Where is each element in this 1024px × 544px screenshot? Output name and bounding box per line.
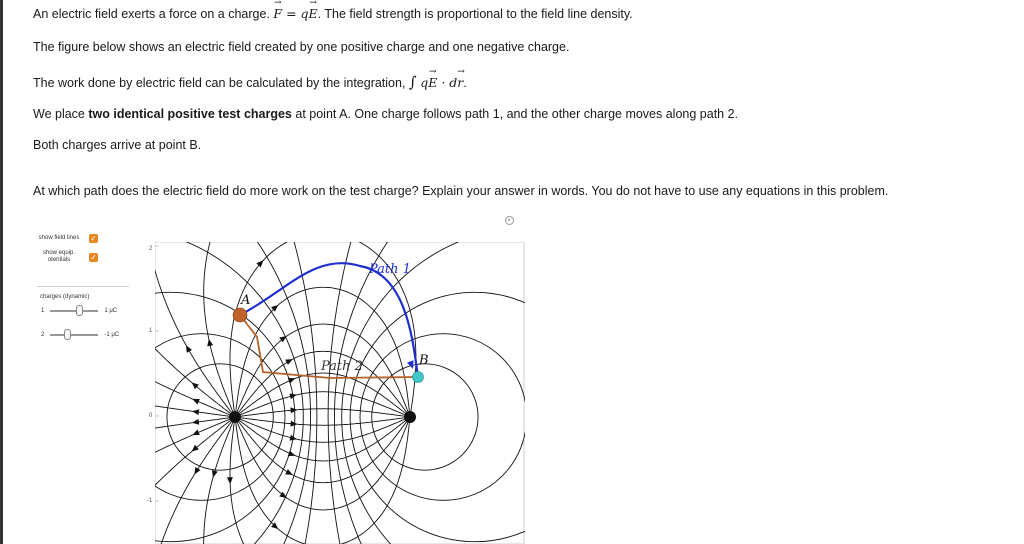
- show-field-lines-label: show field lines: [38, 235, 80, 241]
- field-plot[interactable]: [145, 242, 525, 544]
- integrand-charge: q: [420, 75, 429, 90]
- negative-charge: [404, 411, 416, 423]
- charges-header: charges (dynamic): [40, 294, 90, 300]
- figure-description: The figure below shows an electric field created by one positive charge and one negative charge.: [33, 40, 570, 54]
- panel-divider: [37, 286, 129, 287]
- show-equipotentials-label: show equip. otentials: [42, 250, 76, 263]
- y-tick-minus-1: -1: [147, 498, 153, 504]
- point-b-marker: [413, 372, 424, 383]
- charge1-row: [41, 308, 117, 314]
- charge1-slider[interactable]: [50, 310, 98, 312]
- path1-label: Path 1: [369, 262, 411, 277]
- question-text: At which path does the electric field do more work on the test charge? Explain your answer in words. You do not have to use any equations in this problem.: [33, 184, 889, 198]
- charge2-slider[interactable]: [50, 334, 98, 336]
- point-a-label: A: [241, 293, 251, 308]
- work-formula-line: [33, 73, 467, 91]
- intro-text: An electric field exerts a force on a charge.: [33, 7, 274, 21]
- work-text: The work done by electric field can be calculated by the integration,: [33, 76, 409, 90]
- show-field-lines-checkbox[interactable]: ✓: [90, 234, 97, 243]
- y-tick-2: 2: [149, 246, 153, 252]
- equals-sign: =: [282, 6, 301, 21]
- arrival-line: Both charges arrive at point B.: [33, 138, 202, 152]
- charge1-value: 1 μC: [104, 308, 118, 314]
- y-tick-1: 1: [149, 328, 153, 334]
- intro-line: [33, 6, 633, 21]
- integrand-dot: · d: [437, 75, 458, 90]
- test-charges-post: at point A. One charge follows path 1, and the other charge moves along path 2.: [291, 107, 739, 121]
- point-b-label: B: [419, 353, 429, 368]
- intro-tail: . The field strength is proportional to the field line density.: [317, 7, 633, 21]
- integrand-field: → E: [428, 75, 437, 90]
- show-equipotentials-checkbox[interactable]: ✓: [90, 252, 97, 262]
- field-simulation-widget: [33, 214, 523, 544]
- charge2-index: 2: [41, 332, 45, 338]
- charge-symbol: q: [300, 6, 309, 21]
- test-charges-pre: We place: [33, 107, 89, 121]
- positive-charge: [229, 411, 241, 423]
- left-border: [0, 0, 3, 544]
- charge2-value: -1 μC: [104, 332, 120, 338]
- charge1-index: 1: [41, 308, 45, 314]
- integrand-displacement: → r: [457, 75, 463, 90]
- charge2-slider-thumb[interactable]: [64, 329, 71, 340]
- y-tick-0: 0: [149, 413, 153, 419]
- period: .: [463, 76, 467, 90]
- charge1-slider-thumb[interactable]: [76, 305, 83, 316]
- path2-label: Path 2: [321, 359, 363, 374]
- charge2-row: [41, 332, 119, 338]
- force-vector: → F: [273, 6, 282, 21]
- point-a-marker: [233, 308, 247, 322]
- test-charges-line: [33, 107, 738, 121]
- field-plot-svg: [145, 242, 525, 544]
- test-charges-bold: two identical positive test charges: [88, 107, 292, 121]
- integral-sign: ∫: [408, 73, 417, 91]
- field-vector: → E: [309, 6, 318, 21]
